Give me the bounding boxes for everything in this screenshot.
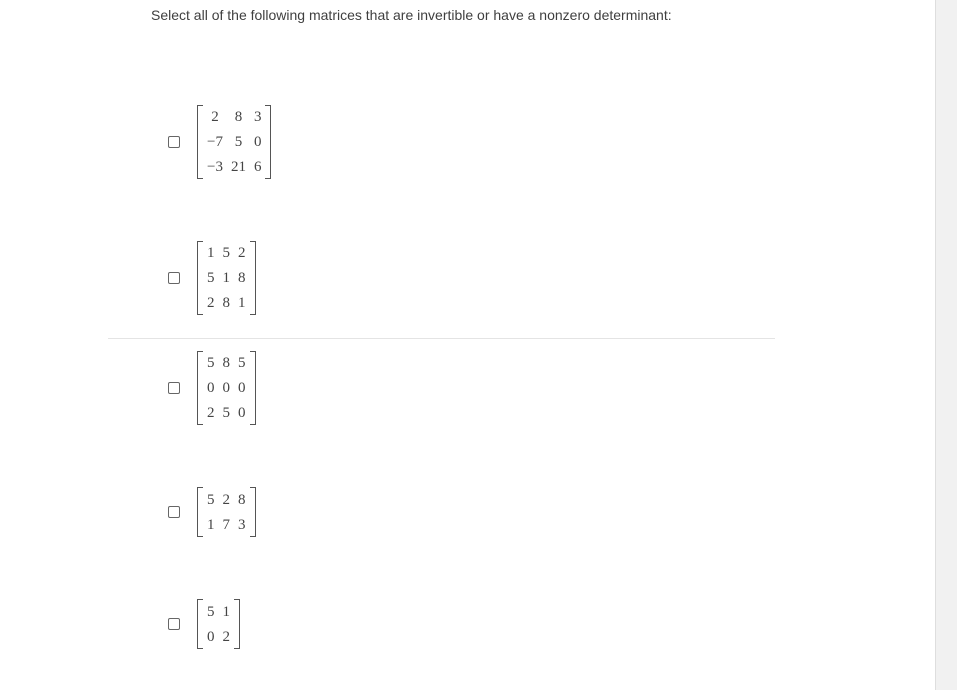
matrix-cell: 5	[207, 355, 215, 372]
matrix-right-bracket	[265, 105, 271, 179]
matrix-cell: 2	[207, 404, 215, 421]
matrix-cell: 6	[253, 158, 262, 175]
matrix-cell: 8	[234, 109, 243, 126]
matrix-row	[203, 130, 265, 155]
matrix-entries	[203, 105, 265, 179]
matrix-row	[203, 400, 250, 425]
matrix-entries	[203, 351, 250, 425]
question-prompt: Select all of the following matrices that are invertible or have a nonzero determinant:	[151, 7, 672, 23]
matrix-row	[203, 599, 234, 624]
matrix-cell: 21	[230, 158, 246, 175]
matrix-cell: −7	[207, 133, 223, 150]
matrix-row	[203, 290, 250, 315]
matrix-row	[203, 266, 250, 291]
matrix-cell: 0	[222, 379, 230, 396]
matrix-cell: 0	[207, 379, 215, 396]
matrix-cell: 3	[253, 109, 262, 126]
matrix-right-bracket	[234, 599, 240, 649]
option-checkbox[interactable]	[168, 618, 180, 630]
matrix-cell: 5	[222, 404, 230, 421]
matrix-cell: 3	[238, 516, 246, 533]
option-checkbox[interactable]	[168, 136, 180, 148]
matrix	[197, 599, 240, 649]
matrix-cell: 1	[238, 294, 246, 311]
matrix-cell: 1	[222, 603, 230, 620]
matrix-cell: 8	[238, 269, 246, 286]
matrix-cell: 0	[207, 628, 215, 645]
matrix-cell: 5	[222, 245, 230, 262]
matrix-cell: 1	[207, 516, 215, 533]
matrix-cell: 5	[238, 355, 246, 372]
matrix-cell: 0	[253, 133, 262, 150]
matrix-cell: 0	[238, 379, 246, 396]
matrix-right-bracket	[250, 487, 256, 537]
matrix-cell: −3	[207, 158, 223, 175]
matrix-right-bracket	[250, 241, 256, 315]
matrix-row	[203, 241, 250, 266]
option-checkbox[interactable]	[168, 382, 180, 394]
matrix-entries	[203, 487, 250, 537]
matrix-cell: 2	[207, 294, 215, 311]
matrix-cell: 1	[222, 269, 230, 286]
matrix-row	[203, 512, 250, 537]
matrix-cell: 5	[207, 491, 215, 508]
matrix-row	[203, 154, 265, 179]
matrix-cell: 8	[238, 491, 246, 508]
matrix-right-bracket	[250, 351, 256, 425]
matrix-row	[203, 487, 250, 512]
matrix	[197, 105, 271, 179]
matrix-cell: 2	[238, 245, 246, 262]
matrix-row	[203, 376, 250, 401]
matrix-cell: 8	[222, 294, 230, 311]
option-checkbox[interactable]	[168, 506, 180, 518]
matrix-row	[203, 624, 234, 649]
option-checkbox[interactable]	[168, 272, 180, 284]
matrix	[197, 487, 256, 537]
matrix-cell: 7	[222, 516, 230, 533]
matrix-entries	[203, 599, 234, 649]
matrix-cell: 2	[211, 109, 219, 126]
matrix-cell: 2	[222, 491, 230, 508]
matrix-row	[203, 105, 265, 130]
matrix-cell: 0	[238, 404, 246, 421]
matrix-entries	[203, 241, 250, 315]
matrix-cell: 5	[207, 603, 215, 620]
matrix-cell: 2	[222, 628, 230, 645]
matrix	[197, 351, 256, 425]
matrix-row	[203, 351, 250, 376]
scrollbar[interactable]	[935, 0, 957, 690]
matrix	[197, 241, 256, 315]
matrix-cell: 5	[234, 133, 243, 150]
matrix-cell: 1	[207, 245, 215, 262]
section-divider	[108, 338, 775, 339]
matrix-cell: 8	[222, 355, 230, 372]
matrix-cell: 5	[207, 269, 215, 286]
